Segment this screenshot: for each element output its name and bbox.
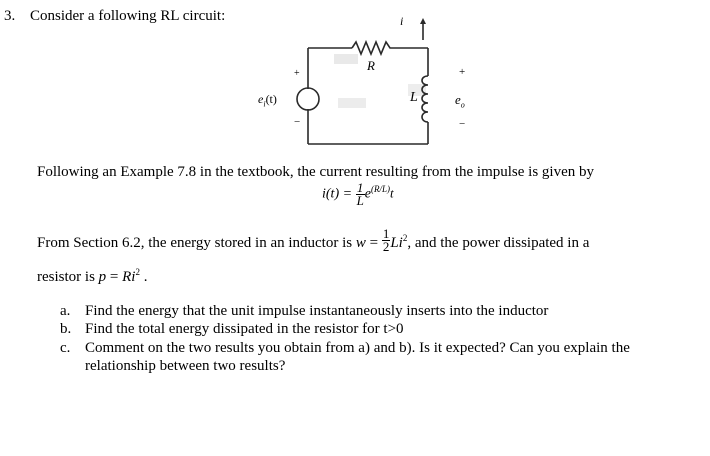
question-number: 3.	[4, 8, 16, 24]
list-item-c	[60, 339, 705, 375]
inductor-label: L	[410, 90, 418, 105]
current-arrow-head	[420, 18, 426, 24]
voltage-source-symbol	[297, 88, 319, 110]
equation-fraction: $\frac{1}{L}$	[356, 180, 364, 208]
inductor-symbol	[422, 76, 428, 122]
output-label: $e_o$	[455, 92, 465, 110]
item-text: Comment on the two results you obtain from a) and b). Is it expected? Can you explain the	[85, 340, 630, 356]
energy-li: Li	[390, 235, 403, 251]
equation-base: e	[364, 186, 372, 202]
item-marker: b.	[60, 321, 72, 337]
equation-tail: t	[390, 185, 394, 201]
faint-artifact	[334, 54, 358, 64]
power-line: resistor is $p = Ri^2$ .	[37, 267, 148, 285]
question-title: Consider a following RL circuit:	[30, 8, 226, 24]
equation-lhs: i(t) =	[322, 186, 353, 202]
intro-text: Following an Example 7.8 in the textbook, the current resulting from the impulse is given by	[37, 164, 594, 180]
source-label: $e_i(t)$	[258, 92, 277, 109]
faint-artifact	[338, 98, 366, 108]
list-item-b	[60, 320, 700, 338]
equation-exponent: (R/L)	[371, 184, 391, 195]
energy-line: From Section 6.2, the energy stored in an inductor is w = $\frac{1}{2}$ Li$^2$, and the power dissipated in a	[37, 226, 590, 255]
rl-circuit-diagram	[240, 14, 490, 160]
output-plus-sign: +	[459, 66, 466, 78]
rl-circuit-svg	[240, 18, 490, 160]
energy-w: w	[355, 235, 366, 251]
resistor-label: R	[367, 58, 375, 73]
resistor-symbol	[352, 42, 393, 54]
current-equation	[322, 182, 394, 207]
item-text-continued: relationship between two results?	[85, 358, 286, 374]
energy-fraction: $\frac{1}{2}$	[382, 226, 390, 255]
source-minus-sign: −	[294, 116, 301, 128]
list-item-a	[60, 302, 700, 320]
item-text: Find the total energy dissipated in the resistor for t>0	[85, 321, 404, 337]
current-label: i	[400, 14, 404, 28]
output-minus-sign: −	[459, 118, 466, 130]
item-text: Find the energy that the unit impulse instantaneously inserts into the inductor	[85, 303, 549, 319]
item-marker: c.	[60, 340, 71, 356]
item-marker: a.	[60, 303, 71, 319]
source-plus-sign: +	[294, 68, 300, 79]
